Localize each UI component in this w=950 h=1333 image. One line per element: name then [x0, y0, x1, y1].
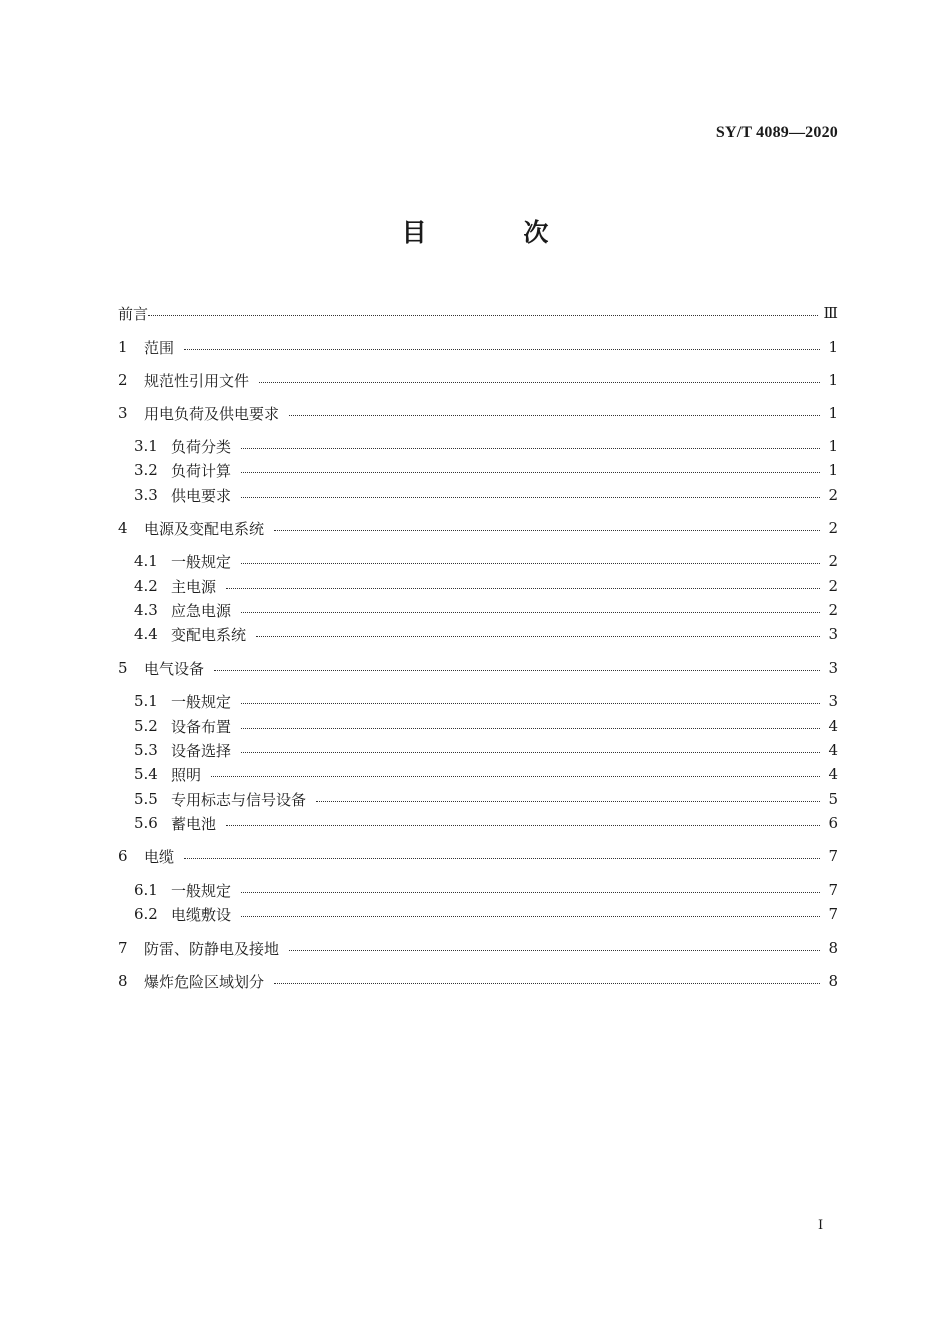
toc-subentry[interactable]: [134, 812, 838, 834]
toc-subentry[interactable]: [134, 690, 838, 712]
toc-entry-label: 前言: [118, 304, 149, 323]
toc-subentry[interactable]: [134, 484, 838, 506]
toc-subentry[interactable]: [134, 459, 838, 481]
page-title: 目 次: [401, 218, 593, 247]
toc-entry-number: 5.1: [134, 692, 158, 710]
toc-entry-number: 3.3: [134, 486, 158, 504]
toc-entry-label: 负荷计算: [171, 461, 232, 480]
toc-entry-label: 供电要求: [171, 486, 232, 505]
toc-entry-number: 3.1: [134, 437, 158, 455]
toc-subentry[interactable]: [134, 879, 838, 901]
toc-entry-number: 2: [118, 371, 128, 389]
toc-leader-dots: [214, 670, 820, 671]
toc-leader-dots: [241, 916, 820, 917]
toc-entry-number: 5.3: [134, 741, 158, 759]
toc-entry-label: 电气设备: [144, 659, 205, 678]
toc-entry-number: 3.2: [134, 461, 158, 479]
toc-leader-dots: [241, 892, 820, 893]
toc-leader-dots: [226, 825, 820, 826]
toc-entry-label: 专用标志与信号设备: [171, 790, 307, 809]
toc-entry-number: 5.2: [134, 717, 158, 735]
toc-entry-label: 一般规定: [171, 552, 232, 571]
toc-entry-label: 防雷、防静电及接地: [144, 939, 280, 958]
toc-leader-dots: [274, 983, 820, 984]
toc-leader-dots: [316, 801, 820, 802]
toc-entry[interactable]: [118, 845, 838, 867]
toc-entry-page: 1: [828, 461, 838, 479]
toc-entry-number: 6.1: [134, 881, 158, 899]
toc-leader-dots: [184, 858, 820, 859]
toc-entry-page: 7: [828, 905, 838, 923]
toc-entry-label: 爆炸危险区域划分: [144, 972, 265, 991]
toc-entry-number: 5.4: [134, 765, 158, 783]
toc-entry-number: 7: [118, 939, 128, 957]
toc-leader-dots: [241, 448, 820, 449]
toc-entry-page: 4: [828, 741, 838, 759]
toc-entry[interactable]: [118, 517, 838, 539]
toc-entry-number: 4.2: [134, 577, 158, 595]
toc-entry[interactable]: [118, 402, 838, 424]
toc-entry-number: 4.4: [134, 625, 158, 643]
toc-entry-page: 3: [828, 692, 838, 710]
toc-entry[interactable]: [118, 369, 838, 391]
toc-entry-label: 电缆: [144, 847, 175, 866]
toc-subentry[interactable]: [134, 739, 838, 761]
toc-entry-label: 设备选择: [171, 741, 232, 760]
toc-leader-dots: [184, 349, 820, 350]
toc-entry-page: 7: [828, 881, 838, 899]
toc-entry-page: 8: [828, 939, 838, 957]
toc-subentry[interactable]: [134, 715, 838, 737]
toc-entry-label: 用电负荷及供电要求: [144, 404, 280, 423]
toc-entry-page: Ⅲ: [823, 304, 838, 322]
toc-leader-dots: [241, 728, 820, 729]
toc-entry-label: 电源及变配电系统: [144, 519, 265, 538]
toc-entry-label: 照明: [171, 765, 202, 784]
toc-entry-number: 3: [118, 404, 128, 422]
toc-entry-number: 5: [118, 659, 128, 677]
toc-entry-page: 2: [828, 486, 838, 504]
toc-entry-page: 3: [828, 659, 838, 677]
toc-leader-dots: [241, 563, 820, 564]
toc-entry-label: 变配电系统: [171, 625, 247, 644]
toc-leader-dots: [148, 315, 818, 316]
toc-entry-page: 2: [828, 519, 838, 537]
toc-leader-dots: [259, 382, 820, 383]
standard-code: SY/T 4089—2020: [715, 124, 838, 141]
toc-entry-label: 电缆敷设: [171, 905, 232, 924]
toc-entry-foreword[interactable]: [118, 302, 838, 324]
toc-entry-page: 1: [828, 371, 838, 389]
toc-entry-page: 1: [828, 404, 838, 422]
toc-leader-dots: [241, 497, 820, 498]
toc-subentry[interactable]: [134, 435, 838, 457]
toc-subentry[interactable]: [134, 623, 838, 645]
toc-entry-page: 1: [828, 338, 838, 356]
toc-entry-page: 2: [828, 577, 838, 595]
toc-subentry[interactable]: [134, 575, 838, 597]
toc-entry-page: 6: [828, 814, 838, 832]
toc-subentry[interactable]: [134, 903, 838, 925]
toc-subentry[interactable]: [134, 550, 838, 572]
toc-leader-dots: [226, 588, 820, 589]
toc-entry-number: 4.1: [134, 552, 158, 570]
toc-entry-page: 3: [828, 625, 838, 643]
toc-entry-number: 6: [118, 847, 128, 865]
toc-leader-dots: [241, 612, 820, 613]
toc-entry-page: 4: [828, 765, 838, 783]
toc-entry-number: 1: [118, 338, 128, 356]
toc-entry-label: 设备布置: [171, 717, 232, 736]
toc-subentry[interactable]: [134, 599, 838, 621]
toc-entry-label: 一般规定: [171, 881, 232, 900]
toc-entry-number: 6.2: [134, 905, 158, 923]
toc-entry-page: 8: [828, 972, 838, 990]
toc-entry[interactable]: [118, 336, 838, 358]
toc-entry-label: 应急电源: [171, 601, 232, 620]
toc-entry[interactable]: [118, 937, 838, 959]
toc-entry-label: 一般规定: [171, 692, 232, 711]
toc-leader-dots: [241, 472, 820, 473]
toc-entry-page: 1: [828, 437, 838, 455]
toc-entry-page: 4: [828, 717, 838, 735]
toc-entry-page: 2: [828, 552, 838, 570]
toc-leader-dots: [256, 636, 820, 637]
toc-entry-label: 规范性引用文件: [144, 371, 250, 390]
toc-entry-page: 5: [828, 790, 838, 808]
toc-entry-page: 7: [828, 847, 838, 865]
toc-leader-dots: [241, 752, 820, 753]
toc-entry-number: 8: [118, 972, 128, 990]
toc-entry-page: 2: [828, 601, 838, 619]
toc-leader-dots: [274, 530, 820, 531]
toc-leader-dots: [211, 776, 820, 777]
toc-entry-number: 5.6: [134, 814, 158, 832]
toc-entry[interactable]: [118, 970, 838, 992]
toc-subentry[interactable]: [134, 788, 838, 810]
toc-leader-dots: [289, 415, 820, 416]
toc-leader-dots: [289, 950, 820, 951]
toc-entry-label: 范围: [144, 338, 175, 357]
toc-leader-dots: [241, 703, 820, 704]
toc-entry-label: 负荷分类: [171, 437, 232, 456]
toc-entry-number: 5.5: [134, 790, 158, 808]
toc-subentry[interactable]: [134, 763, 838, 785]
toc-entry[interactable]: [118, 657, 838, 679]
page-folio: I: [818, 1218, 824, 1233]
toc-entry-number: 4.3: [134, 601, 158, 619]
toc-entry-number: 4: [118, 519, 128, 537]
toc-entry-label: 蓄电池: [171, 814, 217, 833]
toc-entry-label: 主电源: [171, 577, 217, 596]
